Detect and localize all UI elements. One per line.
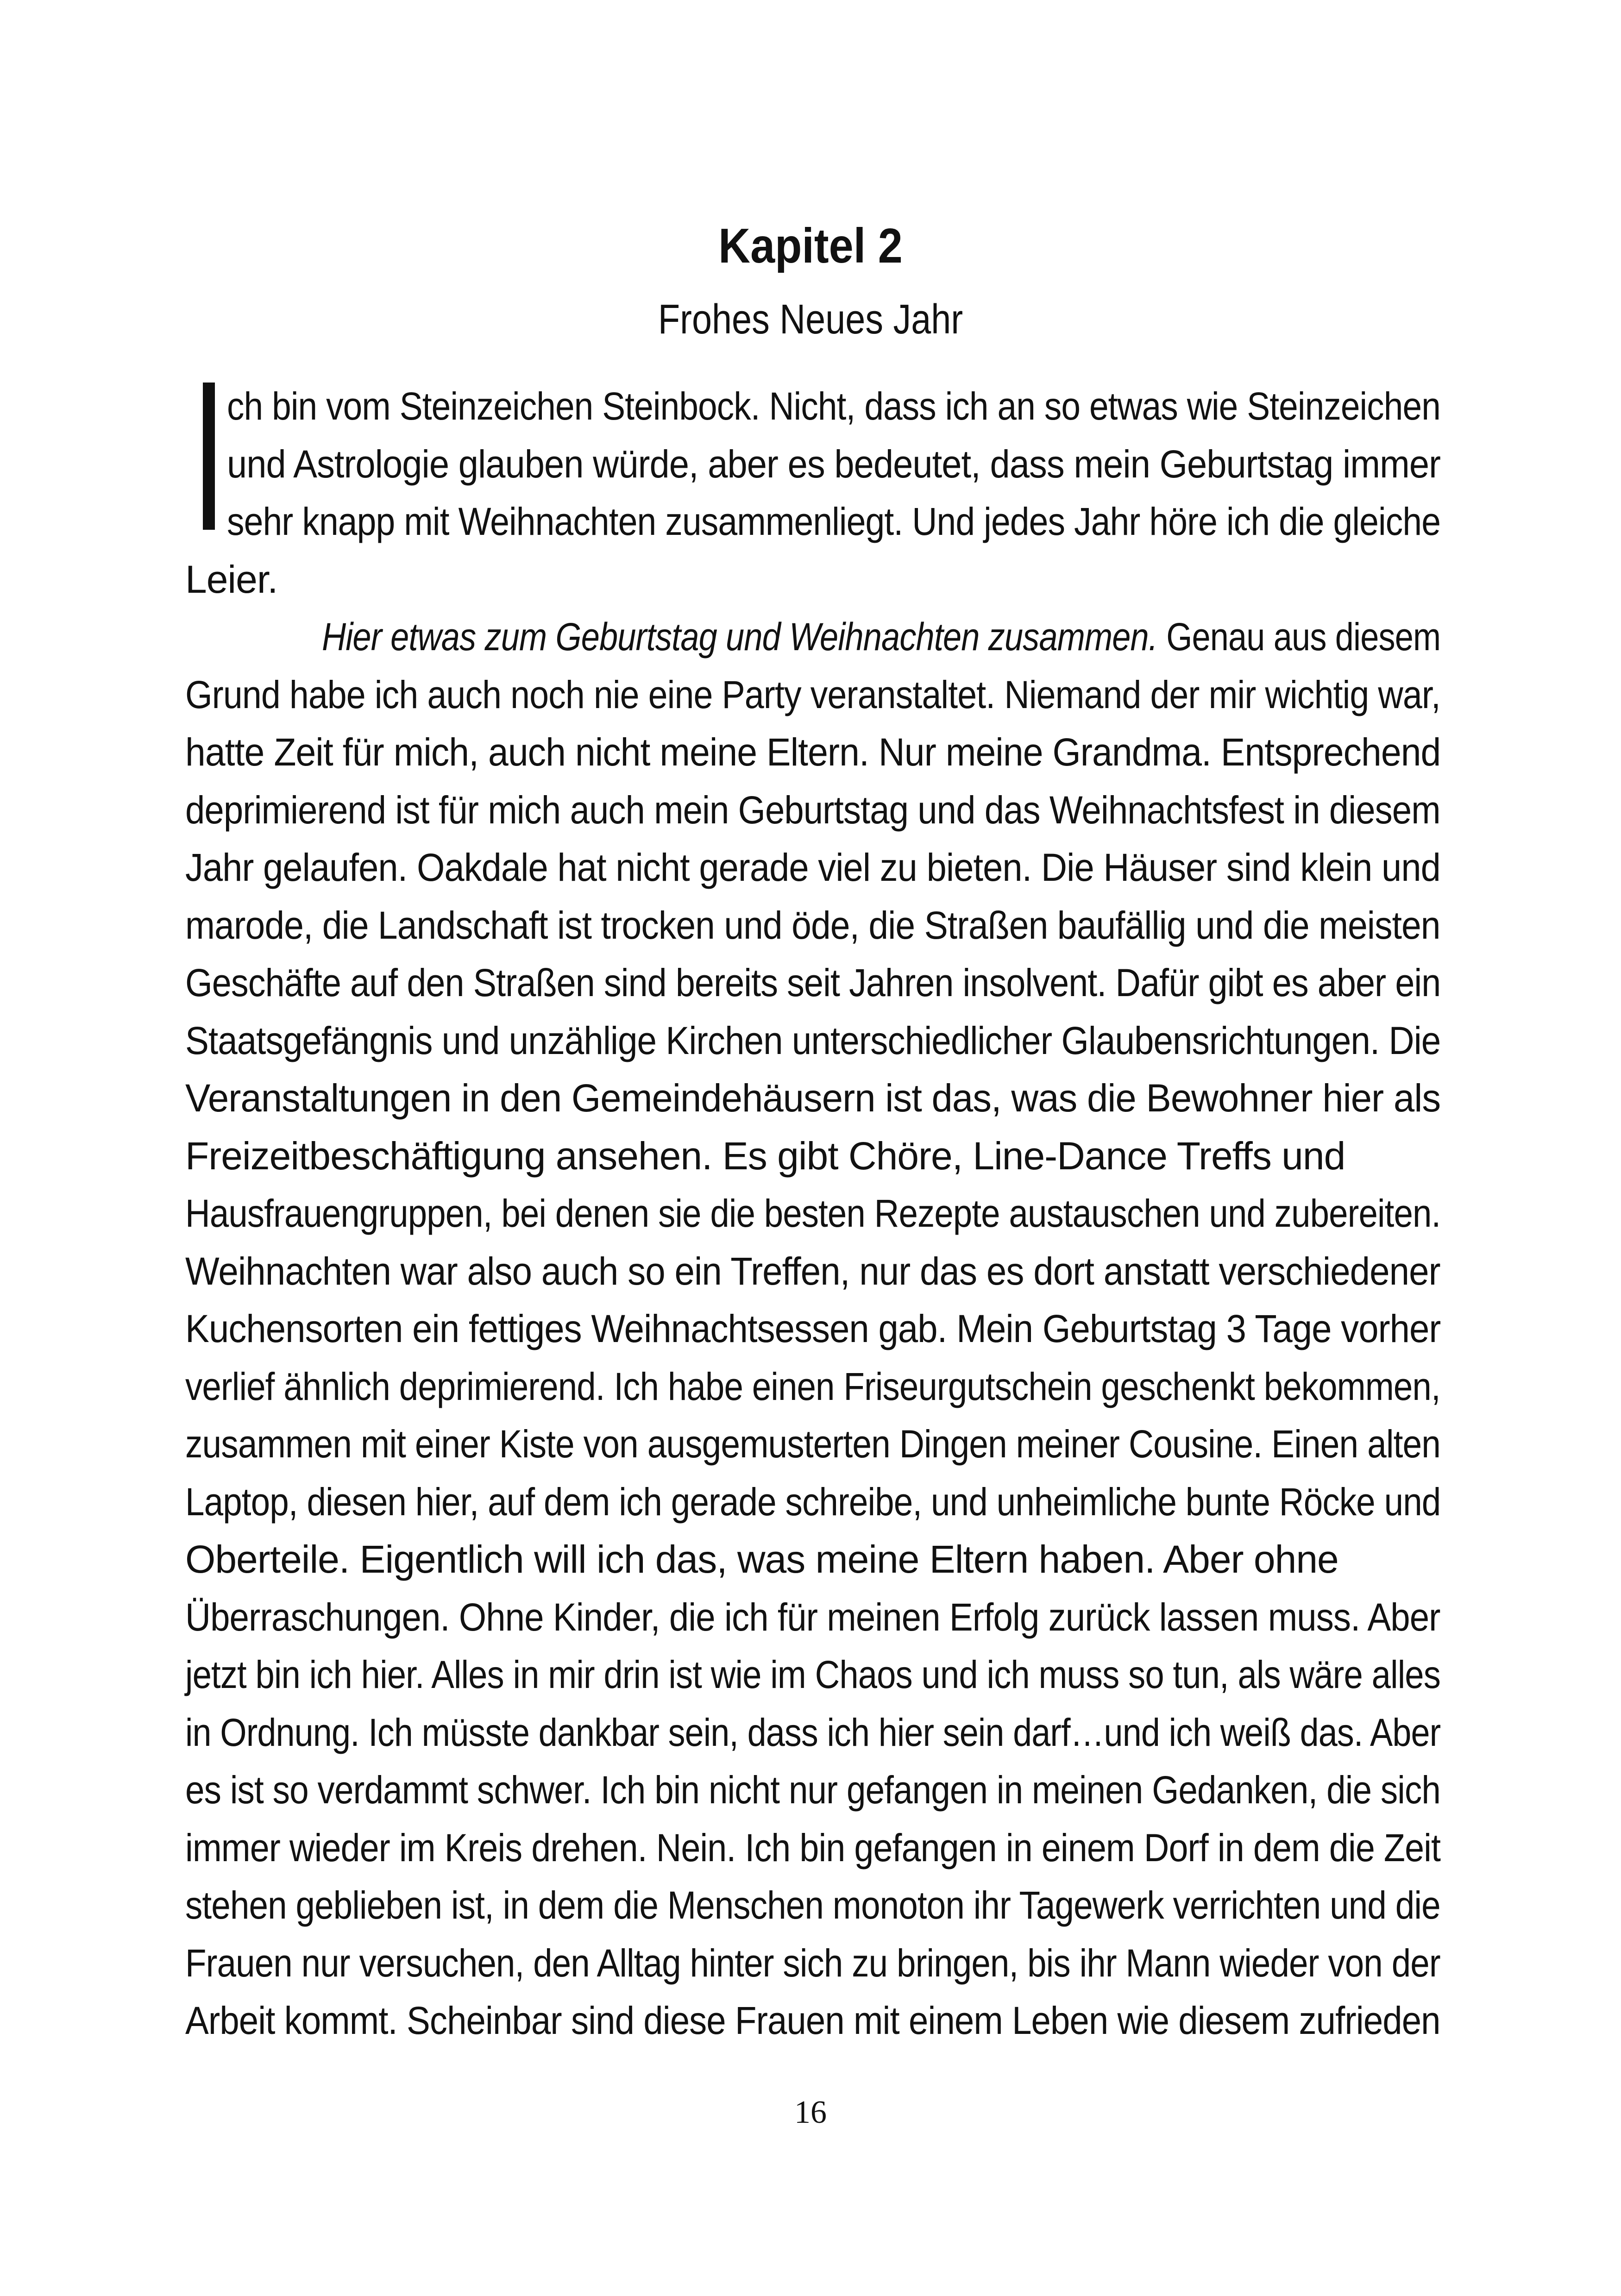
text-line: deprimierend ist für mich auch mein Geburtstag und das Weihnachtsfest in diesem xyxy=(185,788,1440,832)
text-line: Staatsgefängnis und unzählige Kirchen unterschiedlicher Glaubensrichtungen. Die xyxy=(185,1018,1441,1062)
text-line: es ist so verdammt schwer. Ich bin nicht nur gefangen in meinen Gedanken, die sich xyxy=(185,1768,1441,1812)
text-line: Überraschungen. Ohne Kinder, die ich für meinen Erfolg zurück lassen muss. Aber xyxy=(185,1595,1440,1639)
text-line: jetzt bin ich hier. Alles in mir drin ist wie im Chaos und ich muss so tun, als wäre alles xyxy=(185,1653,1440,1696)
page-number: 16 xyxy=(794,2095,827,2130)
text-line: zusammen mit einer Kiste von ausgemusterten Dingen meiner Cousine. Einen alten xyxy=(185,1422,1440,1466)
text-line: Oberteile. Eigentlich will ich das, was meine Eltern haben. Aber ohne xyxy=(185,1537,1338,1581)
text-line: sehr knapp mit Weihnachten zusammenliegt. Und jedes Jahr höre ich die gleiche xyxy=(227,500,1441,543)
text-line: Laptop, diesen hier, auf dem ich gerade schreibe, und unheimliche bunte Röcke und xyxy=(185,1480,1441,1524)
chapter-heading: Kapitel 2 xyxy=(718,219,903,273)
text-line: Kuchensorten ein fettiges Weihnachtsessen gab. Mein Geburtstag 3 Tage vorher xyxy=(185,1307,1441,1350)
chapter-body xyxy=(185,377,1440,2050)
italic-quote: Hier etwas zum Geburtstag und Weihnachten zusammen. xyxy=(322,615,1158,659)
text-line: in Ordnung. Ich müsste dankbar sein, dass ich hier sein darf…und ich weiß das. Aber xyxy=(185,1710,1441,1754)
text-line: Geschäfte auf den Straßen sind bereits seit Jahren insolvent. Dafür gibt es aber ein xyxy=(185,961,1441,1004)
text-line: marode, die Landschaft ist trocken und öde, die Straßen baufällig und die meisten xyxy=(185,903,1440,947)
chapter-subtitle: Frohes Neues Jahr xyxy=(658,296,963,343)
text-line: Weihnachten war also auch so ein Treffen, nur das es dort anstatt verschiedener xyxy=(185,1249,1440,1293)
text-line: Hier etwas zum Geburtstag und Weihnachten zusammen. Genau aus diesem xyxy=(322,615,1441,659)
text-line: Grund habe ich auch noch nie eine Party veranstaltet. Niemand der mir wichtig war, xyxy=(185,672,1440,716)
text-line: Freizeitbeschäftigung ansehen. Es gibt Chöre, Line-Dance Treffs und xyxy=(185,1134,1345,1178)
text-line: Frauen nur versuchen, den Alltag hinter sich zu bringen, bis ihr Mann wieder von der xyxy=(185,1941,1440,1985)
text-line: Hausfrauengruppen, bei denen sie die besten Rezepte austauschen und zubereiten. xyxy=(185,1192,1441,1235)
text-line: Arbeit kommt. Scheinbar sind diese Frauen mit einem Leben wie diesem zufrieden xyxy=(185,1999,1440,2042)
text-line: und Astrologie glauben würde, aber es bedeutet, dass mein Geburtstag immer xyxy=(227,442,1441,486)
text-line: hatte Zeit für mich, auch nicht meine Eltern. Nur meine Grandma. Entsprechend xyxy=(185,730,1441,774)
text-line: verlief ähnlich deprimierend. Ich habe einen Friseurgutschein geschenkt bekommen, xyxy=(185,1364,1440,1408)
text-line: stehen geblieben ist, in dem die Menschen monoton ihr Tagewerk verrichten und die xyxy=(185,1883,1440,1927)
text-line: ch bin vom Steinzeichen Steinbock. Nicht, dass ich an so etwas wie Steinzeichen xyxy=(227,384,1440,428)
text-line: Veranstaltungen in den Gemeindehäusern ist das, was die Bewohner hier als xyxy=(185,1076,1441,1120)
text-line: Leier. xyxy=(185,557,278,601)
text-line: Jahr gelaufen. Oakdale hat nicht gerade viel zu bieten. Die Häuser sind klein und xyxy=(185,846,1440,889)
text-line: immer wieder im Kreis drehen. Nein. Ich bin gefangen in einem Dorf in dem die Zeit xyxy=(185,1826,1441,1869)
